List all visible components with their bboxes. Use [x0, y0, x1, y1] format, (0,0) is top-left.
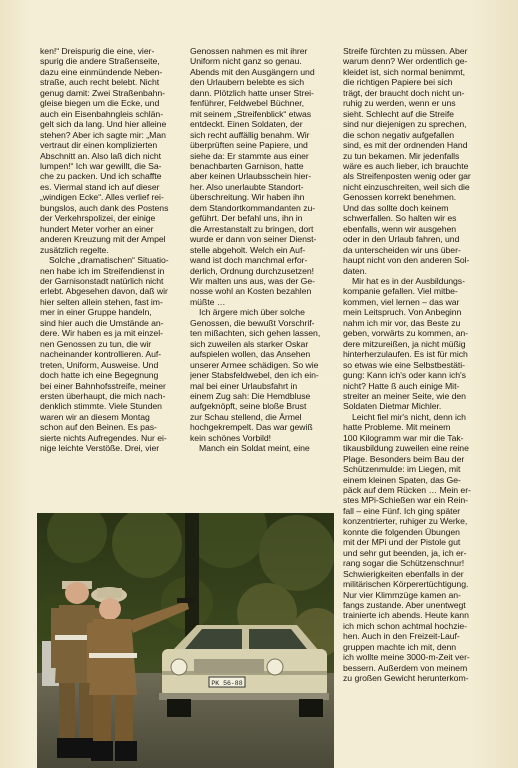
text-line: Abends mit den Ausgängern und — [190, 66, 315, 77]
text-line: mit seinem „Streifenblick“ etwas — [190, 108, 312, 119]
text-line: sind, es mit der ordnenden Hand — [343, 140, 468, 151]
text-line: bei einer Bahnhofsstreife, meiner — [40, 380, 166, 391]
text-line: lumpen!“ Ich war gewillt, die Sa- — [40, 160, 162, 171]
text-line: rang sogar die Schützenschnur! — [343, 558, 465, 569]
text-line: aufspielen wollen, das Ansehen — [190, 349, 311, 360]
text-line: Solche „dramatischen“ Situatio- — [49, 255, 169, 266]
text-line: Wir malten uns aus, was der Ge- — [190, 275, 315, 286]
text-line: schwerfallen. So halten wir es — [343, 213, 457, 224]
text-line: militärischen Körperertüchtigung. — [343, 579, 469, 590]
text-line: sind hier auch die Umstände an- — [40, 317, 164, 328]
text-line: dann. Plötzlich hatte unser Strei- — [190, 87, 314, 98]
text-line: Uniform nicht ganz so genau. — [190, 56, 302, 67]
text-line: entdeckt. Einen Soldaten, der — [190, 119, 303, 130]
text-line: unserer Armee schädigen. So wie — [190, 359, 319, 370]
text-line: kein schönes Vorbild! — [190, 432, 272, 443]
text-line: Schützenmulde: im Liegen, mit — [343, 464, 461, 475]
text-line: wurde er dann von seiner Dienst- — [190, 234, 317, 245]
text-line: geben, vorwärts zu kommen, an- — [343, 328, 469, 339]
license-plate: PK 56-88 — [211, 680, 243, 687]
text-line: che zu packen. Und ich schaffte — [40, 171, 162, 182]
text-line: Mir hat es in der Ausbildungs- — [352, 275, 465, 286]
text-line: straße, auch recht belebt. Nicht — [40, 77, 160, 88]
text-line: nige leichte Verstöße. Drei, vier — [40, 443, 160, 454]
text-line: als Streifenposten wenig oder gar — [343, 171, 471, 182]
text-line: kleidet ist, sich normal benimmt, — [343, 66, 465, 77]
text-line: tikausbildung zuweilen eine reine — [343, 443, 469, 454]
text-line: zu großen Gewicht herunterkom- — [343, 673, 469, 684]
text-line: daten. — [343, 265, 367, 276]
text-line: Soldaten Dietmar Michler. — [343, 401, 442, 412]
text-line: her. Also unerlaubte Standort- — [190, 181, 304, 192]
text-line: einem Zug sah: Die Hemdbluse — [190, 390, 311, 401]
text-line: fenführer, Feldwebel Büchner, — [190, 98, 304, 109]
text-line: aber keinen Urlaubsschein hier- — [190, 171, 312, 182]
text-line: konzentrierter, ruhiger zu Werke, — [343, 516, 468, 527]
text-line: Schwierigkeiten ebenfalls in der — [343, 568, 464, 579]
text-line: zu tun bekamen. Mir jedenfalls — [343, 150, 460, 161]
text-line: Genossen korrekt benehmen. — [343, 192, 457, 203]
text-column-2 — [190, 46, 336, 454]
text-line: ebenfalls, wenn wir ausgehen — [343, 223, 457, 234]
text-line: geführt. Der befahl uns, ihn in — [190, 213, 303, 224]
text-line: erlebt. Abgesehen davon, daß wir — [40, 286, 168, 297]
text-line: ten mißachten, sich gehen lassen, — [190, 328, 321, 339]
text-line: haupt nicht von den anderen Sol- — [343, 255, 470, 266]
text-line: hochgekrempelt. Das war gewiß — [190, 422, 313, 433]
text-line: jener Stabsfeldwebel, den ich ein- — [190, 370, 319, 381]
text-line: bungslos, auch dank des Postens — [40, 202, 169, 213]
text-line: mal bei einer Urlaubsfahrt in — [190, 380, 298, 391]
text-line: nosse wohl an Kosten bezahlen — [190, 286, 312, 297]
text-line: Plage. Besonders beim Bau der — [343, 453, 465, 464]
text-line: „windigen Ecke“. Alles verlief rei- — [40, 192, 164, 203]
text-line: dere. Wir haben es ja mit einzel- — [40, 328, 163, 339]
photo-traffic-patrol — [37, 513, 334, 768]
text-line: nen Genossen zu tun, die wir — [40, 338, 152, 349]
text-line: gleise biegen um die Ecke, und — [40, 98, 160, 109]
text-line: nicht einzuschreiten, weil sich die — [343, 181, 470, 192]
text-line: nacheinander kontrollieren. Auf- — [40, 349, 162, 360]
text-line: Abschnitt an. Also laß dich nicht — [40, 150, 162, 161]
text-line: ken!“ Dreispurig die eine, vier- — [40, 46, 155, 56]
text-column-3 — [343, 46, 483, 684]
text-line: hatte Probleme. Mit meinem — [343, 422, 451, 433]
text-line: dere mitzureißen, ja nicht müßig — [343, 338, 466, 349]
text-line: und sehr gut beenden, ja, ich er- — [343, 547, 467, 558]
text-line: ersten überhaupt, die mich nach- — [40, 390, 166, 401]
text-line: auch ein Eisenbahngleis schlän- — [40, 108, 164, 119]
text-line: hundert Meter vorher an einer — [40, 223, 154, 234]
text-column-1 — [40, 46, 178, 454]
text-line: mer in einer Gruppe handeln, — [40, 307, 152, 318]
text-line: spurig die andere Straßenseite, — [40, 56, 160, 67]
text-line: oder in den Urlaub fahren, und — [343, 234, 460, 245]
text-line: ruhig zu werden, wenn er uns — [343, 98, 456, 109]
text-line: überprüften seine Papiere, und — [190, 140, 308, 151]
text-line: so etwas wie eine Selbstbestäti- — [343, 359, 466, 370]
photo-illustration — [37, 513, 334, 768]
text-line: sich zuweilen als starker Oskar — [190, 338, 309, 349]
text-line: der Garnisonstadt natürlich nicht — [40, 275, 164, 286]
text-line: anderen Kreuzung mit der Ampel — [40, 234, 166, 245]
text-line: den Urlaubern belebte es sich — [190, 77, 304, 88]
text-line: sind nur diejenigen zu sprechen, — [343, 119, 467, 130]
text-line: nahm ich mir vor, das Beste zu — [343, 317, 461, 328]
text-line: stehen? Aber ich sagte mir: „Man — [40, 129, 166, 140]
text-line: da unterscheiden wir uns über- — [343, 244, 461, 255]
text-line: gung: Kann ich's oder kann ich's — [343, 370, 466, 381]
text-line: Genossen, die bewußt Vorschrif- — [190, 317, 315, 328]
text-line: waren wir an diesem Montag — [40, 411, 150, 422]
text-line: bessern. Außerdem von meinem — [343, 662, 468, 673]
text-line: es. Viermal stand ich auf dieser — [40, 181, 160, 192]
text-line: siehe da: Er stammte aus einer — [190, 150, 309, 161]
text-line: überschreitung. Wir haben ihn — [190, 192, 305, 203]
text-line: wäre es auch lieber, ich brauchte — [343, 160, 469, 171]
text-line: dem Standortkommandanten zu- — [190, 202, 316, 213]
text-line: mit der MPi und der Pistole gut — [343, 537, 461, 548]
text-line: die richtigen Papiere bei sich — [343, 77, 453, 88]
text-line: denklich stimmte. Viele Stunden — [40, 401, 162, 412]
text-line: ich wollte meine 3000-m-Zeit ver- — [343, 652, 470, 663]
text-line: zusätzlich regelte. — [40, 244, 109, 255]
text-line: stelle abgeholt. Welch ein Auf- — [190, 244, 306, 255]
text-line: sierte nichts Aufregendes. Nur ei- — [40, 432, 167, 443]
text-line: sieht. Schlecht auf die Streife — [343, 108, 454, 119]
text-line: die Arrestanstalt zu bringen, dort — [190, 223, 314, 234]
text-line: stes MPi-Schießen war ein Rein- — [343, 495, 468, 506]
text-line: Und das sollte doch keinem — [343, 202, 449, 213]
text-line: fall – eine Fünf. Ich ging später — [343, 505, 461, 516]
text-line: Genossen nahmen es mit ihrer — [190, 46, 308, 56]
text-line: Manch ein Soldat meint, eine — [199, 443, 310, 454]
text-line: streiter an meiner Seite, wie den — [343, 390, 466, 401]
text-line: sich recht auffällig benahm. Wir — [190, 129, 310, 140]
text-line: kommen, viel lernen – das war — [343, 296, 460, 307]
text-line: warum denn? Wer ordentlich ge- — [343, 56, 468, 67]
text-line: doch hatte ich eine Begegnung — [40, 370, 159, 381]
text-line: 100 Kilogramm war mir die Tak- — [343, 432, 464, 443]
text-line: benachbarten Garnison, hatte — [190, 160, 304, 171]
text-line: treten, Uniform, Ausweise. Und — [40, 359, 159, 370]
text-line: fangs zustande. Aber unentwegt — [343, 600, 466, 611]
text-line: Leicht fiel mir's nicht, denn ich — [352, 411, 466, 422]
text-line: wand ist doch manchmal erfor- — [190, 255, 308, 266]
text-line: gruppen machte ich mit, denn — [343, 641, 457, 652]
text-line: hinterherzulaufen. Es ist für mich — [343, 349, 468, 360]
text-line: nen habe ich im Streifendienst in — [40, 265, 165, 276]
text-line: die schon negativ aufgefallen — [343, 129, 455, 140]
text-line: trägt, der braucht doch nicht un- — [343, 87, 465, 98]
text-line: trainierte ich abends. Heute kann — [343, 610, 469, 621]
text-line: vertraut dir einen komplizierten — [40, 140, 158, 151]
text-line: zur Schau stellend, die Ärmel — [190, 411, 302, 422]
text-line: konnte die folgenden Übungen — [343, 526, 460, 537]
text-line: derlich, Ordnung durchzusetzen! — [190, 265, 315, 276]
text-line: dazu eine einmündende Neben- — [40, 66, 163, 77]
text-line: Ich ärgere mich über solche — [199, 307, 305, 318]
text-line: ich mich schon achtmal hochzie- — [343, 620, 467, 631]
text-line: mein Leitspruch. Von Anbeginn — [343, 307, 462, 318]
text-line: Streife fürchten zu müssen. Aber — [343, 46, 468, 56]
text-line: kompanie gefallen. Viel mitbe- — [343, 286, 458, 297]
text-line: genug damit: Zwei Straßenbahn- — [40, 87, 166, 98]
text-line: schon auf den Beinen. Es pas- — [40, 422, 157, 433]
text-line: hier selten allein stehen, fast im- — [40, 296, 163, 307]
text-line: müßte … — [190, 296, 226, 307]
text-line: nicht? Hatte ß auch einige Mit- — [343, 380, 460, 391]
text-line: einem kleinen Spaten, das Ge- — [343, 474, 461, 485]
text-line: aufgeknöpft, seine bloße Brust — [190, 401, 307, 412]
text-line: päck auf dem Rücken … Mein er- — [343, 485, 471, 496]
text-line: hen. Auch in den Freizeit-Lauf- — [343, 631, 460, 642]
text-line: Nur vier Klimmzüge kamen an- — [343, 589, 461, 600]
text-line: der Verkehrspolizei, der einige — [40, 213, 156, 224]
text-line: gelt sich da lang. Und hier alleine — [40, 119, 167, 130]
